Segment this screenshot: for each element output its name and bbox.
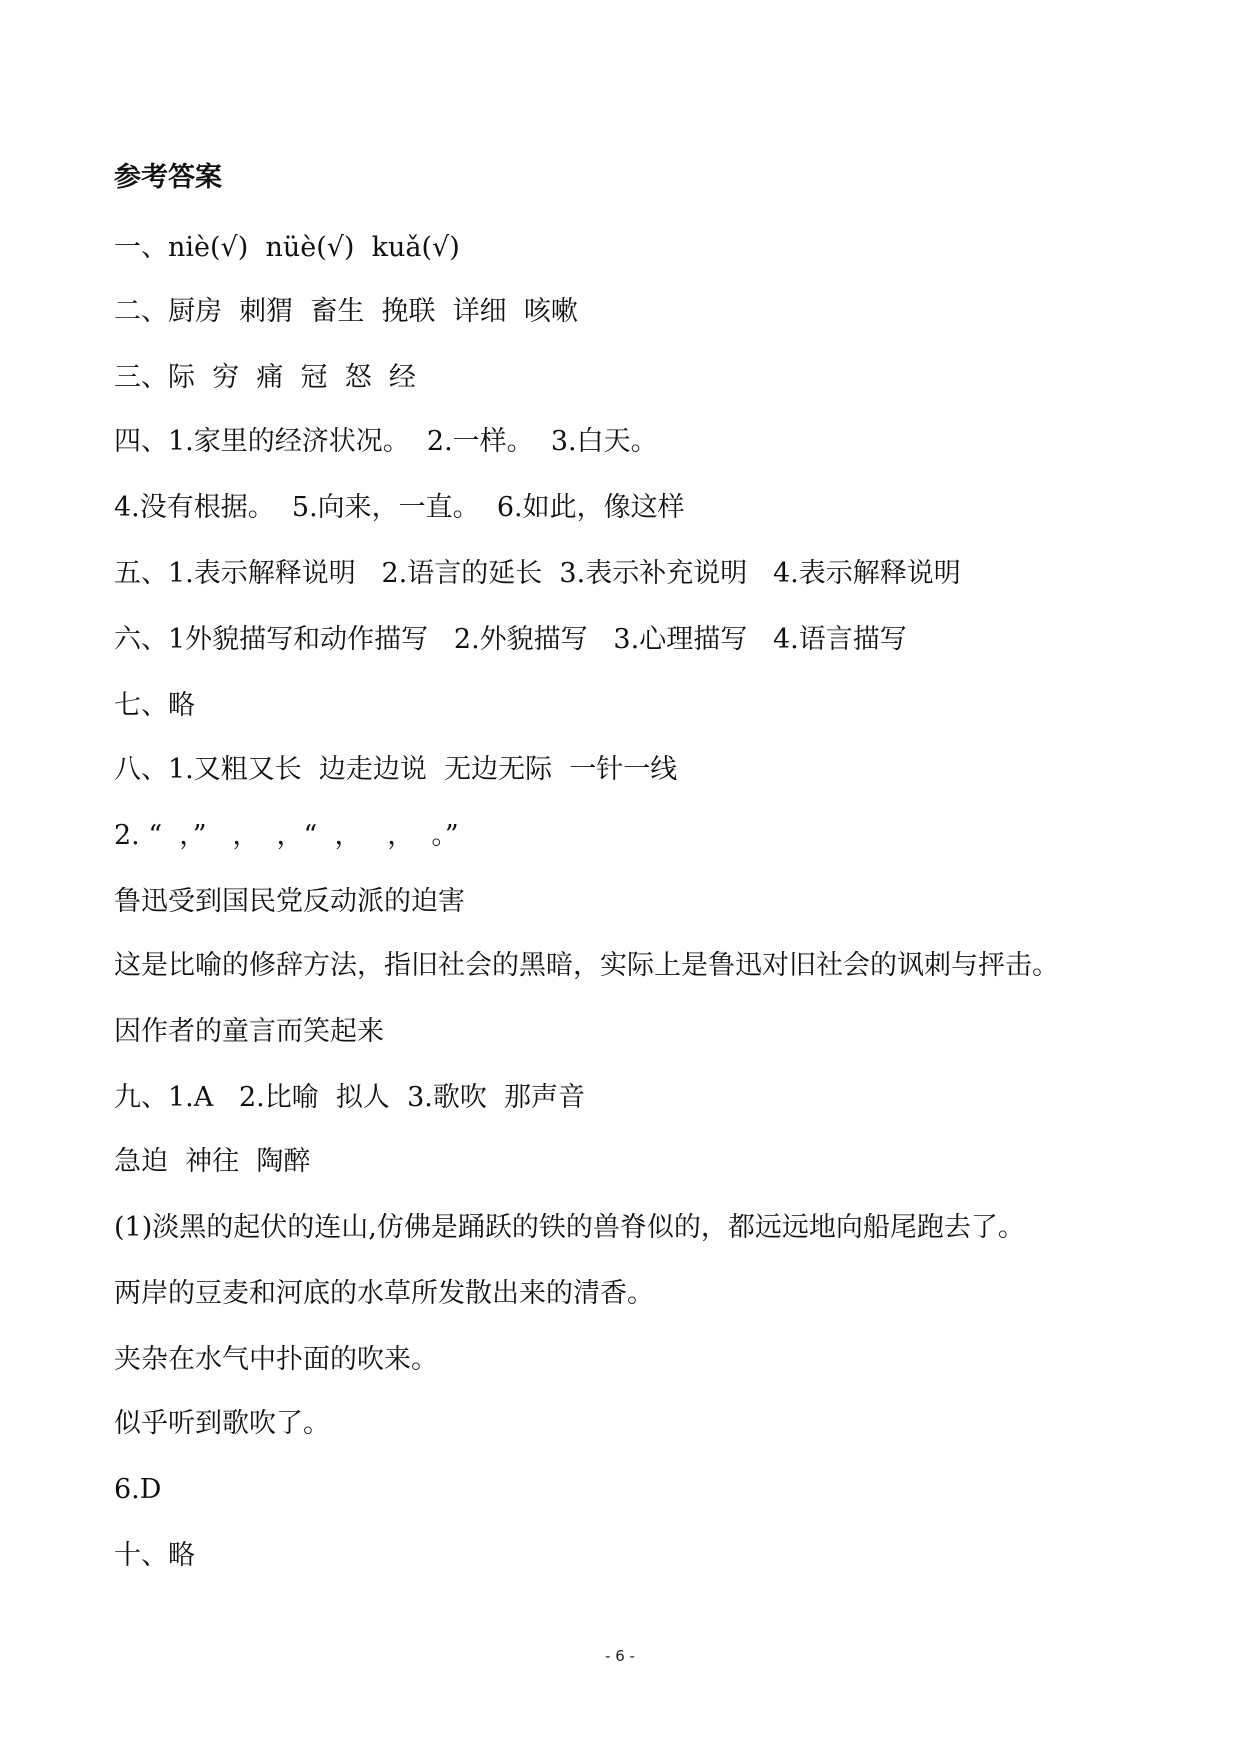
answer-line-19: 似乎听到歌吹了。 [114,1408,330,1439]
answer-line-20: 6.D [114,1474,162,1505]
answer-line-9: 八、1.又粗又长 边走边说 无边无际 一针一线 [114,754,678,785]
answer-line-4: 四、1.家里的经济状况。 2.一样。 3.白天。 [114,426,658,457]
answer-line-2: 二、厨房 刺猬 畜生 挽联 详细 咳嗽 [114,296,578,327]
answer-line-12: 这是比喻的修辞方法，指旧社会的黑暗，实际上是鲁迅对旧社会的讽刺与抨击。 [114,950,1059,981]
page-title: 参考答案 [114,162,222,193]
answer-line-21: 十、略 [114,1540,195,1571]
answer-line-11: 鲁迅受到国民党反动派的迫害 [114,886,465,917]
page-number: - 6 - [605,1647,635,1665]
answer-line-15: 急迫 神往 陶醉 [114,1146,311,1177]
answer-line-6: 五、1.表示解释说明 2.语言的延长 3.表示补充说明 4.表示解释说明 [114,558,961,589]
answer-line-14: 九、1.A 2.比喻 拟人 3.歌吹 那声音 [114,1082,586,1113]
answer-line-10: 2. “ ，” ， ，“ ， ， 。” [114,820,459,851]
answer-line-5: 4.没有根据。 5.向来，一直。 6.如此，像这样 [114,492,685,523]
answer-line-13: 因作者的童言而笑起来 [114,1016,384,1047]
answer-line-8: 七、略 [114,690,195,721]
answer-line-18: 夹杂在水气中扑面的吹来。 [114,1344,438,1375]
answer-line-3: 三、际 穷 痛 冠 怒 经 [114,362,416,393]
answer-line-1: 一、niè(√) nüè(√) kuǎ(√) [114,232,460,263]
answer-line-7: 六、1外貌描写和动作描写 2.外貌描写 3.心理描写 4.语言描写 [114,624,907,655]
answer-line-17: 两岸的豆麦和河底的水草所发散出来的清香。 [114,1278,654,1309]
answer-line-16: (1)淡黑的起伏的连山,仿佛是踊跃的铁的兽脊似的，都远远地向船尾跑去了。 [114,1212,1025,1243]
